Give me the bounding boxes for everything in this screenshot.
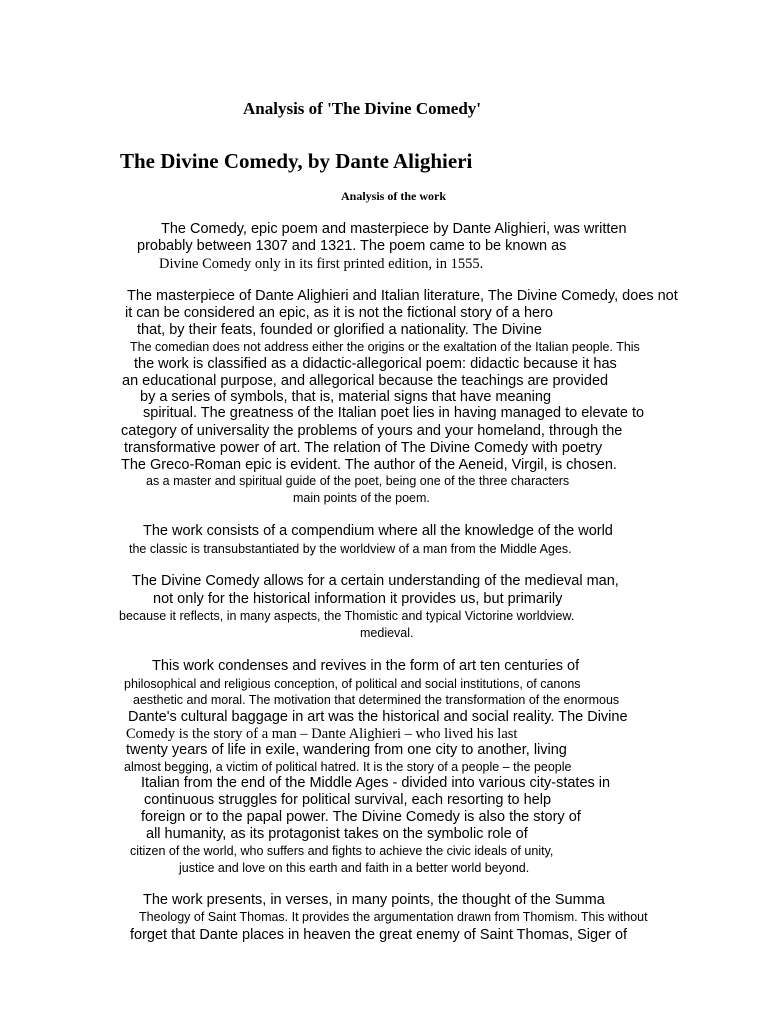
text-line: by a series of symbols, that is, material signs that have meaning — [140, 389, 552, 405]
document-subheading: Analysis of the work — [341, 189, 447, 203]
text-line: The Comedy, epic poem and masterpiece by Dante Alighieri, was written — [161, 221, 627, 237]
text-line: The masterpiece of Dante Alighieri and Italian literature, The Divine Comedy, does not — [127, 288, 678, 304]
text-line: philosophical and religious conception, of political and social institutions, of canons — [124, 677, 581, 691]
text-line: twenty years of life in exile, wandering from one city to another, living — [126, 742, 567, 758]
text-line: transformative power of art. The relation of The Divine Comedy with poetry — [124, 440, 603, 456]
text-line: The Greco-Roman epic is evident. The author of the Aeneid, Virgil, is chosen. — [121, 457, 617, 473]
text-line: all humanity, as its protagonist takes on the symbolic role of — [146, 826, 528, 842]
text-line: that, by their feats, founded or glorified a nationality. The Divine — [137, 322, 542, 338]
text-line: continuous struggles for political survival, each resorting to help — [144, 792, 552, 808]
text-line: spiritual. The greatness of the Italian poet lies in having managed to elevate to — [143, 405, 645, 421]
text-line: The work consists of a compendium where all the knowledge of the world — [143, 523, 613, 539]
text-line: category of universality the problems of yours and your homeland, through the — [121, 423, 623, 439]
text-line: Italian from the end of the Middle Ages - divided into various city-states in — [141, 775, 611, 791]
text-line: an educational purpose, and allegorical because the teachings are provided — [122, 373, 609, 389]
text-line: aesthetic and moral. The motivation that determined the transformation of the enormous — [133, 693, 620, 707]
text-line: foreign or to the papal power. The Divine Comedy is also the story of — [141, 809, 581, 825]
text-line: This work condenses and revives in the form of art ten centuries of — [152, 658, 580, 674]
text-line: Dante's cultural baggage in art was the historical and social reality. The Divine — [128, 709, 628, 725]
text-line: main points of the poem. — [293, 491, 430, 505]
text-line: Theology of Saint Thomas. It provides the argumentation drawn from Thomism. This without — [139, 910, 648, 924]
text-line: probably between 1307 and 1321. The poem came to be known as — [137, 238, 567, 254]
text-line: not only for the historical information it provides us, but primarily — [153, 591, 563, 607]
text-line: almost begging, a victim of political hatred. It is the story of a people – the people — [124, 760, 572, 774]
text-line: citizen of the world, who suffers and fights to achieve the civic ideals of unity, — [130, 844, 554, 858]
text-line: Divine Comedy only in its first printed edition, in 1555. — [159, 256, 484, 272]
text-line: Comedy is the story of a man – Dante Alighieri – who lived his last — [126, 726, 518, 742]
document-heading: The Divine Comedy, by Dante Alighieri — [120, 149, 473, 173]
text-line: forget that Dante places in heaven the great enemy of Saint Thomas, Siger of — [130, 927, 628, 943]
text-line: justice and love on this earth and faith in a better world beyond. — [179, 861, 530, 875]
text-line: the work is classified as a didactic-allegorical poem: didactic because it has — [134, 356, 617, 372]
document-title: Analysis of 'The Divine Comedy' — [243, 99, 482, 118]
text-line: medieval. — [360, 626, 414, 640]
text-line: the classic is transubstantiated by the worldview of a man from the Middle Ages. — [129, 542, 572, 556]
text-line: as a master and spiritual guide of the poet, being one of the three characters — [146, 474, 570, 488]
text-line: because it reflects, in many aspects, the Thomistic and typical Victorine worldview. — [119, 609, 575, 623]
text-line: The work presents, in verses, in many points, the thought of the Summa — [143, 892, 605, 908]
text-line: it can be considered an epic, as it is not the fictional story of a hero — [125, 305, 553, 321]
text-line: The Divine Comedy allows for a certain understanding of the medieval man, — [132, 573, 619, 589]
text-line: The comedian does not address either the origins or the exaltation of the Italian people. This — [130, 340, 640, 354]
